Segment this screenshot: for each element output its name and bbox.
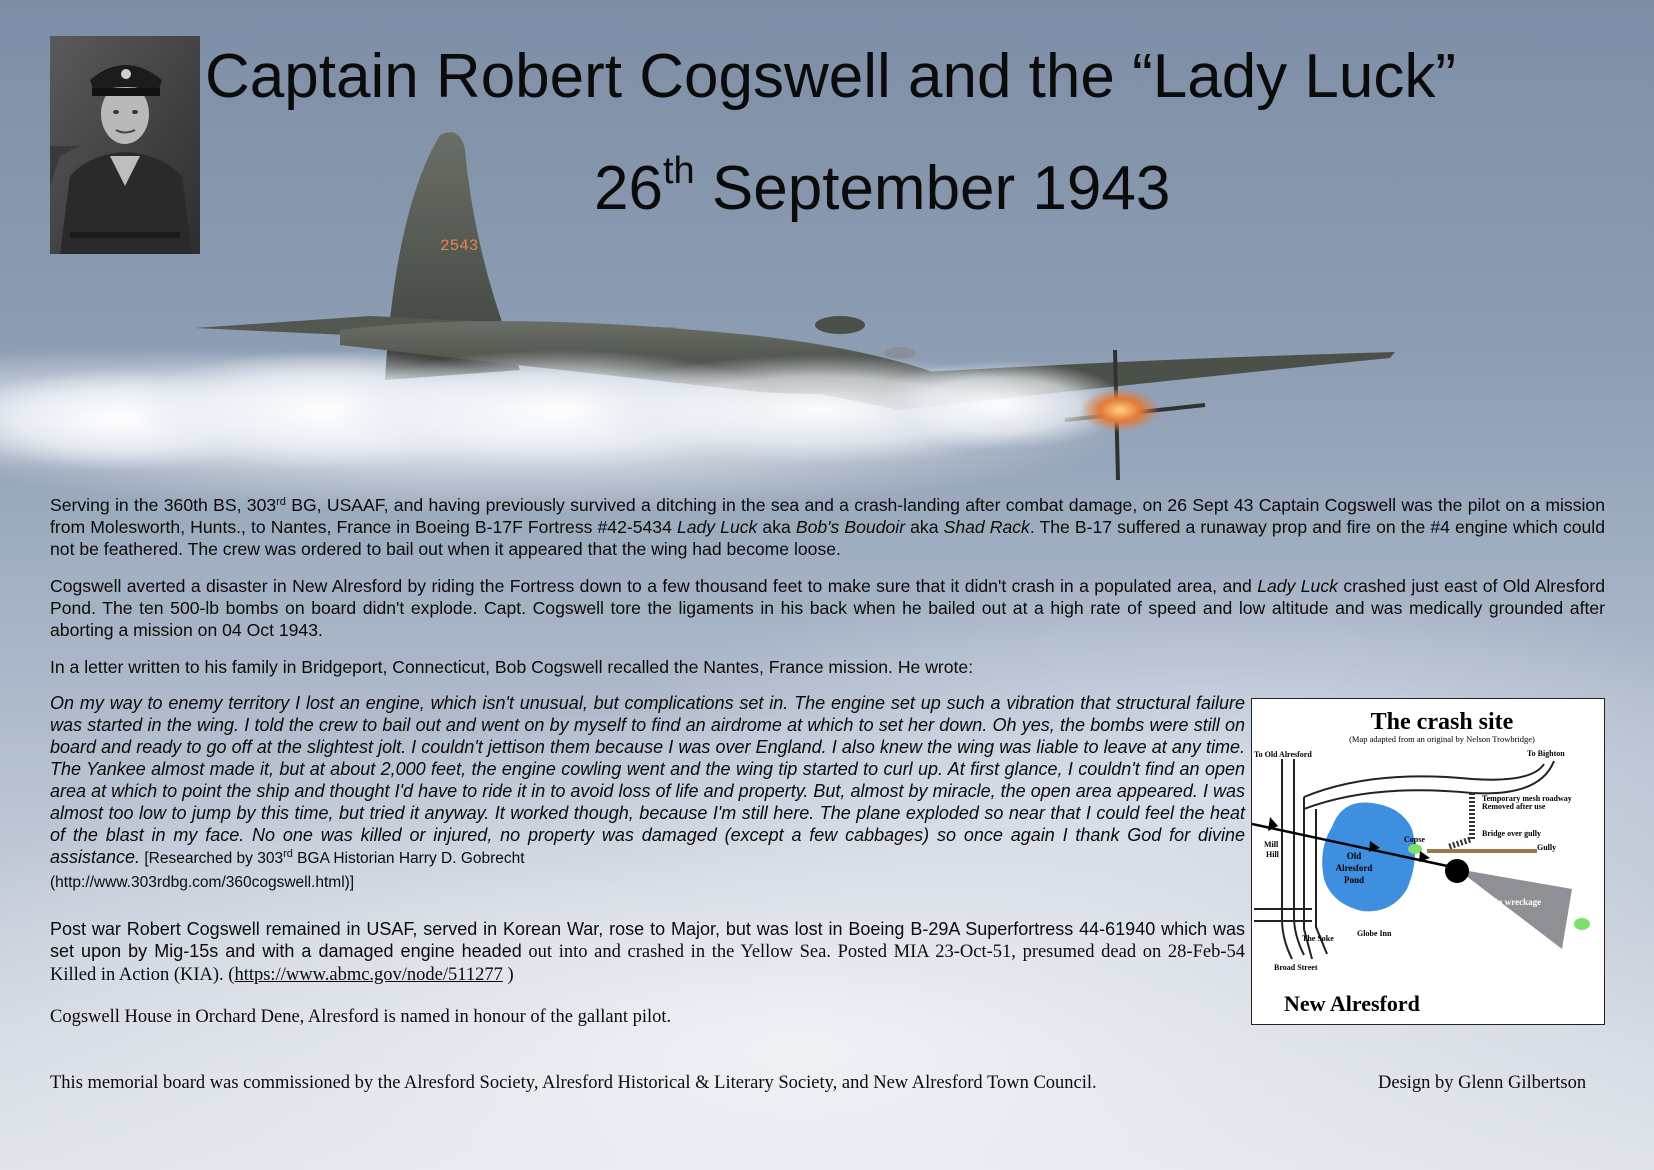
reference-url[interactable]: (http://www.303rdbg.com/360cogswell.html)] [50, 874, 355, 891]
abmc-link[interactable]: https://www.abmc.gov/node/511277 [234, 965, 503, 985]
svg-text:To Bighton: To Bighton [1527, 749, 1565, 758]
svg-text:Temporary mesh roadway: Temporary mesh roadway [1482, 794, 1572, 803]
paragraph-postwar: Post war Robert Cogswell remained in USAF, served in Korean War, rose to Major, but was lost in Boeing B-29A Superfortress 44-61940 which was set upon by Mig-15s and with a damaged engine headed out into and crashed in the Yellow Sea. Posted MIA 23-Oct-51, presumed dead on 28-Feb-54 Killed in Action (KIA). (https://www.abmc.gov/node/511277 ) [50, 919, 1245, 985]
paragraph-crash: Cogswell averted a disaster in New Alresford by riding the Fortress down to a few thousand feet to make sure that it didn't crash in a populated area, and Lady Luck crashed just east of Old Alresford Pond. The ten 500-lb bombs on board didn't explode. Capt. Cogswell tore the ligaments in his back when he bailed out at a high rate of speed and low altitude and was medically grounded after aborting a mission on 04 Oct 1943. [50, 576, 1606, 640]
svg-text:Main wreckage: Main wreckage [1482, 897, 1542, 907]
svg-text:Gully: Gully [1537, 843, 1557, 852]
paragraph-cogswell-house: Cogswell House in Orchard Dene, Alresford is named in honour of the gallant pilot. [50, 1007, 672, 1027]
map-title: The crash site [1370, 709, 1514, 735]
page-title: Captain Robert Cogswell and the “Lady Luck” [205, 42, 1457, 111]
svg-text:Hill: Hill [1266, 850, 1279, 859]
paragraph-letter-intro: In a letter written to his family in Bridgeport, Connecticut, Bob Cogswell recalled the Nantes, France mission. He wrote: [50, 657, 974, 677]
svg-text:Globe Inn: Globe Inn [1357, 929, 1392, 938]
svg-text:The Soke: The Soke [1302, 934, 1334, 943]
quote-reference: [Researched by 303rd BGA Historian Harry D. Gobrecht [140, 848, 525, 867]
svg-text:Alresford: Alresford [1335, 863, 1373, 873]
paragraph-service: Serving in the 360th BS, 303rd BG, USAAF, and having previously survived a ditching in the sea and a crash-landing after combat damage, on 26 Sept 43 Captain Cogswell was the pilot on a mission from Molesworth, Hunts., to Nantes, France in Boeing B-17F Fortress #42-5434 Lady Luck aka Bob's Boudoir aka Shad Rack. The B-17 suffered a runaway prop and fire on the #4 engine which could not be feathered. The crew was ordered to bail out when it appeared that the wing had become loose. [50, 495, 1606, 559]
b17-photo [0, 120, 1420, 520]
svg-text:Pond: Pond [1343, 875, 1365, 885]
memorial-credit: This memorial board was commissioned by the Alresford Society, Alresford Historical & Literary Society, and New Alresford Town Council. [50, 1073, 1097, 1093]
design-credit: Design by Glenn Gilbertson [1378, 1073, 1587, 1093]
svg-text:Broad Street: Broad Street [1274, 963, 1318, 972]
svg-text:Bridge over gully: Bridge over gully [1482, 829, 1541, 838]
date-suffix: th [662, 150, 695, 192]
date-day: 26 [594, 154, 663, 223]
svg-text:Removed after use: Removed after use [1482, 802, 1546, 811]
quote-text: On my way to enemy territory I lost an engine, which isn't unusual, but complications set in. The engine set up such a vibration that structural failure was started in the wing. I told the crew to bail out and went on by myself to find an airdrome at which to set her down. Oh yes, the bombs were still on board and ready to go off at the slightest jolt. I couldn't jettison them because I was over England. I also knew the wing was liable to leave at any time. The Yankee almost made it, but at about 2,000 feet, the engine cowling went and the wing tip started to curl up. At first glance, I couldn't find an open area at which to point the ship and thought I'd have to ride it in to avoid loss of life and property. But, almost by miracle, the open area appeared. I was almost too low to jump by this time, but tried it anyway. It worked though, because I'm still here. The plane exploded so near that I could feel the heat of the blast in my face. No one was killed or injured, no property was damaged (except a few cabbages) so once again I thank God for divine assistance. [50, 693, 1245, 867]
svg-text:Old: Old [1346, 851, 1362, 861]
letter-quote [50, 692, 1245, 894]
map-town-label: New Alresford [1284, 991, 1420, 1016]
svg-text:Copse: Copse [1404, 835, 1425, 844]
crash-site-map [1251, 698, 1605, 1025]
map-subtitle: (Map adapted from an original by Nelson Trowbridge) [1349, 734, 1535, 744]
svg-text:Mill: Mill [1264, 840, 1279, 849]
date-rest: September 1943 [694, 154, 1171, 223]
tail-number: 2543 [440, 237, 479, 255]
svg-text:To Old Alresford: To Old Alresford [1254, 750, 1312, 759]
